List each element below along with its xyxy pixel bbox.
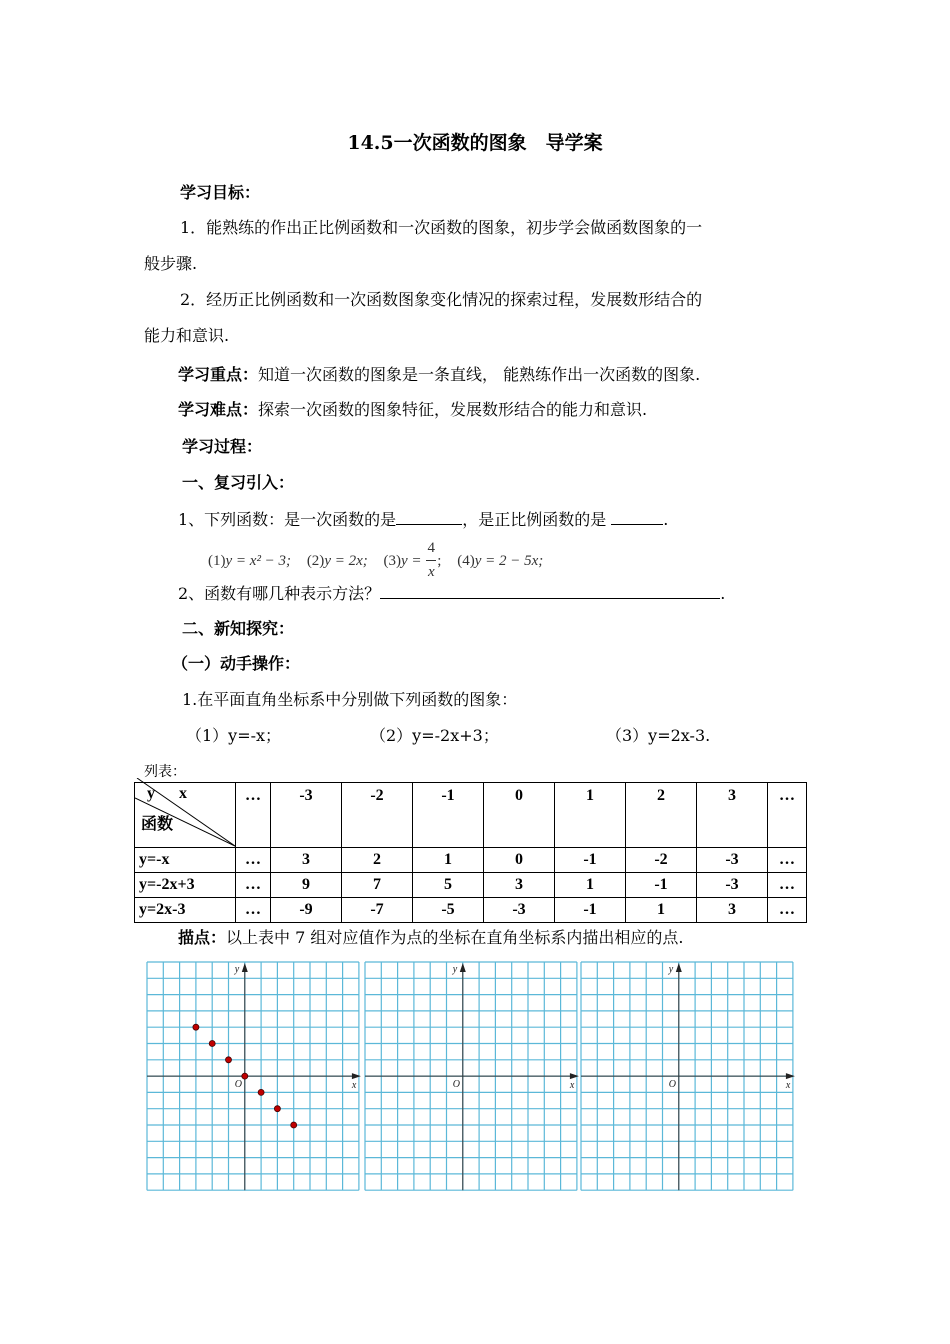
q1-blank-linear[interactable] [396, 508, 462, 525]
q1-middle: ，是正比例函数的是 [462, 510, 612, 529]
coordinate-grid-2[interactable] [364, 961, 582, 1193]
table-caption: 列表： [144, 764, 186, 780]
coordinate-grid-3[interactable] [580, 961, 798, 1193]
svg-text:y: y [668, 964, 674, 975]
review-question-1 [178, 508, 668, 530]
key-point-label: 学习重点： [178, 365, 259, 384]
y-value-cell: … [236, 873, 271, 898]
y-value-cell: 1 [555, 873, 626, 898]
x-value-cell: 3 [697, 783, 768, 848]
y-value-cell: 5 [413, 873, 484, 898]
f1-expr: y = x² − 3; [225, 553, 292, 569]
x-value-cell: -1 [413, 783, 484, 848]
y-value-cell: 0 [484, 848, 555, 873]
function-name-cell: y=-2x+3 [135, 873, 236, 898]
y-value-cell: -1 [555, 898, 626, 923]
function-name-cell: y=-x [135, 848, 236, 873]
y-value-cell: 1 [626, 898, 697, 923]
q1-suffix: . [663, 510, 669, 529]
table-row [135, 873, 807, 898]
function-3: （3）y=2x-3. [606, 726, 711, 745]
key-point-text: 知道一次函数的图象是一条直线， 能熟练作出一次函数的图象. [258, 365, 701, 384]
x-value-cell: … [236, 783, 271, 848]
difficulty-label: 学习难点： [178, 400, 259, 419]
values-table [134, 782, 807, 923]
y-value-cell: 3 [484, 873, 555, 898]
f4-expr: y = 2 − 5x; [474, 553, 544, 569]
q2-prefix: 2、函数有哪几种表示方法？ [178, 584, 381, 603]
y-value-cell: … [236, 848, 271, 873]
plot-instruction-label: 描点： [178, 928, 227, 947]
x-value-cell: 0 [484, 783, 555, 848]
svg-text:x: x [785, 1080, 791, 1092]
corner-x-label: x [179, 785, 187, 802]
function-1: （1）y=-x； [186, 726, 282, 745]
y-value-cell: -9 [271, 898, 342, 923]
y-value-cell: -3 [697, 873, 768, 898]
page-title: 14.5一次函数的图象 导学案 [347, 132, 603, 154]
y-value-cell: -2 [626, 848, 697, 873]
x-value-cell: … [768, 783, 807, 848]
f3-tail: ; [437, 553, 442, 569]
y-value-cell: -7 [342, 898, 413, 923]
f2-label: (2) [306, 553, 325, 569]
y-value-cell: 2 [342, 848, 413, 873]
y-value-cell: … [768, 873, 807, 898]
table-row [135, 848, 807, 873]
function-name-cell: y=2x-3 [135, 898, 236, 923]
y-value-cell: … [768, 898, 807, 923]
coordinate-grid-1[interactable] [146, 961, 364, 1193]
function-list: (1)y = x² − 3; (2)y = 2x; (3)y = $\frac{4}{x}$ ; (4)y = 2 − 5x; [208, 539, 544, 580]
corner-function-label: 函数 [141, 814, 174, 833]
review-question-2 [178, 582, 725, 604]
x-value-cell: -3 [271, 783, 342, 848]
svg-text:y: y [452, 964, 458, 975]
y-value-cell: -5 [413, 898, 484, 923]
process-heading: 学习过程： [182, 437, 263, 456]
y-value-cell: 3 [697, 898, 768, 923]
y-value-cell: -3 [484, 898, 555, 923]
table-corner-cell [135, 783, 236, 848]
difficulty-text: 探索一次函数的图象特征，发展数形结合的能力和意识. [258, 400, 648, 419]
review-heading: 一、复习引入： [182, 473, 295, 492]
svg-text:O: O [234, 1079, 243, 1091]
q2-blank[interactable] [380, 582, 720, 599]
y-value-cell: -1 [626, 873, 697, 898]
f1-label: (1) [208, 553, 226, 569]
objective-1-line-2: 般步骤. [144, 254, 198, 273]
y-value-cell: 7 [342, 873, 413, 898]
y-value-cell: -1 [555, 848, 626, 873]
q1-prefix: 1、下列函数：是一次函数的是 [178, 510, 397, 529]
svg-text:O: O [452, 1079, 461, 1091]
f3-label: (3) [383, 553, 401, 569]
difficulty [178, 400, 647, 420]
key-point [178, 365, 700, 385]
svg-text:x: x [351, 1080, 357, 1092]
y-value-cell: 1 [413, 848, 484, 873]
corner-y-label: y [147, 785, 155, 802]
y-value-cell: … [236, 898, 271, 923]
y-value-cell: 9 [271, 873, 342, 898]
x-value-cell: 2 [626, 783, 697, 848]
explore-task: 1.在平面直角坐标系中分别做下列函数的图象： [182, 690, 518, 709]
q2-suffix: . [720, 584, 726, 603]
svg-text:x: x [569, 1080, 575, 1092]
explore-heading: 二、新知探究： [182, 619, 295, 638]
x-value-cell: -2 [342, 783, 413, 848]
f3-lhs: y = [401, 553, 422, 569]
objective-1-line-1: 1．能熟练的作出正比例函数和一次函数的图象，初步学会做函数图象的一 [180, 218, 703, 237]
y-value-cell: … [768, 848, 807, 873]
svg-text:O: O [668, 1079, 677, 1091]
svg-text:y: y [234, 964, 240, 975]
objective-2-line-2: 能力和意识. [144, 326, 230, 345]
y-value-cell: 3 [271, 848, 342, 873]
q1-blank-proportional[interactable] [611, 508, 663, 525]
function-2: （2）y=-2x+3； [370, 726, 499, 745]
y-value-cell: -3 [697, 848, 768, 873]
plot-instruction [178, 928, 683, 948]
plot-instruction-text: 以上表中 7 组对应值作为点的坐标在直角坐标系内描出相应的点. [226, 928, 684, 947]
f4-label: (4) [457, 553, 475, 569]
objectives-heading: 学习目标： [180, 183, 261, 202]
objective-2-line-1: 2．经历正比例函数和一次函数图象变化情况的探索过程，发展数形结合的 [180, 290, 703, 309]
f2-expr: y = 2x; [324, 553, 368, 569]
table-row [135, 898, 807, 923]
table-header-row [135, 783, 807, 848]
x-value-cell: 1 [555, 783, 626, 848]
explore-subheading: （一）动手操作： [172, 654, 301, 673]
